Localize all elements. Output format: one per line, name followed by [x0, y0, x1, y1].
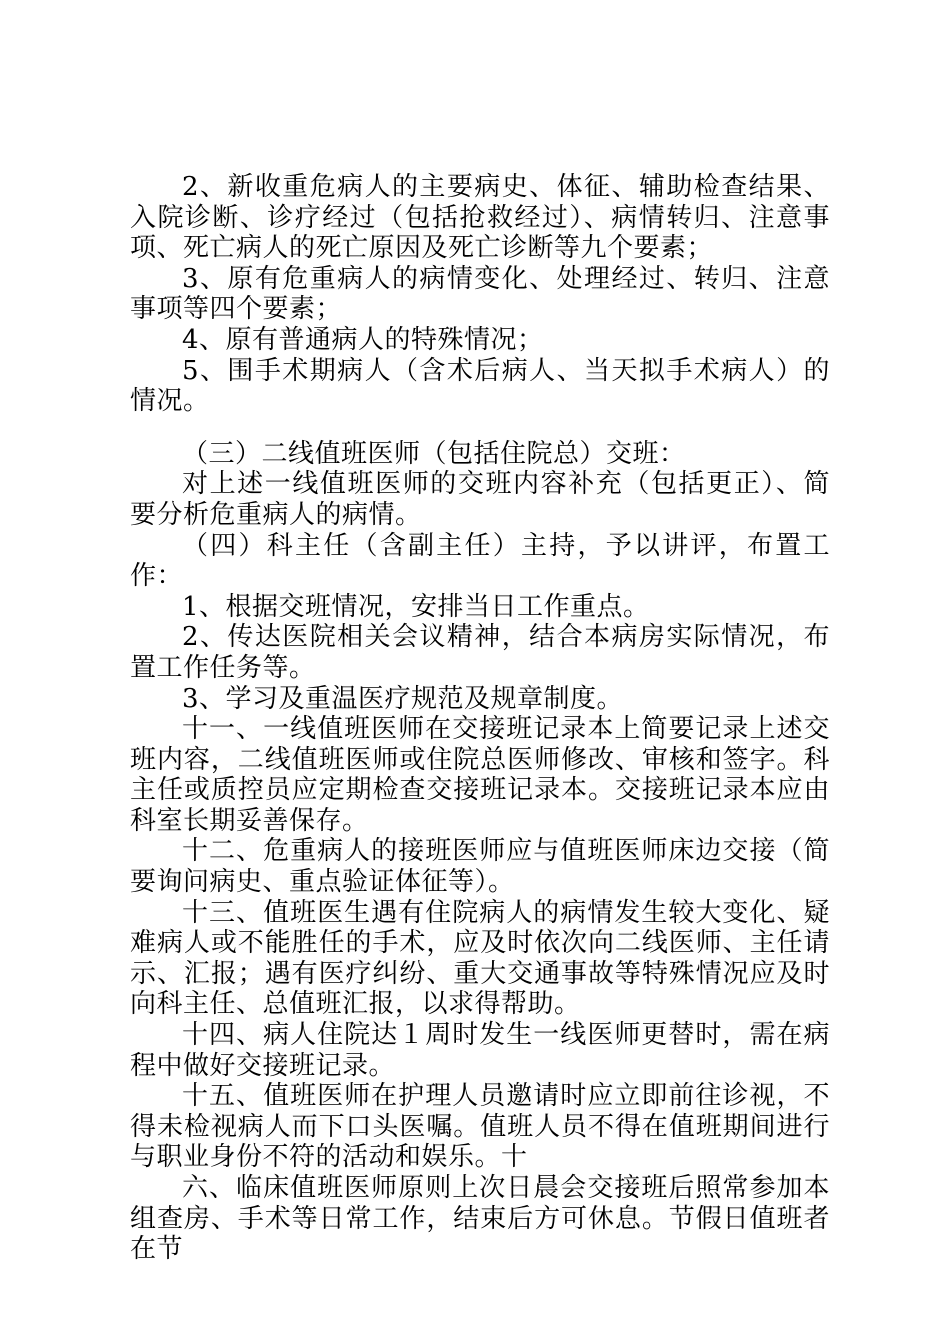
paragraph-item-3: 3、原有危重病人的病情变化、处理经过、转归、注意事项等四个要素；: [130, 263, 830, 325]
paragraph-item-4-1: 1、根据交班情况，安排当日工作重点。: [182, 591, 650, 622]
paragraph-rule-14: 十四、病人住院达１周时发生一线医师更替时，需在病程中做好交接班记录。: [130, 1020, 830, 1081]
document-body: [130, 172, 830, 1265]
section-heading-4: （四）科主任（含副主任）主持，予以讲评，布置工作：: [130, 530, 830, 592]
paragraph-rule-11: 十一、一线值班医师在交接班记录本上简要记录上述交班内容，二线值班医师或住院总医师修改、审核和签字。科主任或质控员应定期检查交接班记录本。交接班记录本应由科室长期妥善保存。: [130, 714, 830, 836]
paragraph-item-5: 5、围手术期病人（含术后病人、当天拟手术病人）的情况。: [130, 355, 830, 417]
section-heading-3: （三）二线值班医师（包括住院总）交班：: [182, 438, 686, 469]
paragraph-section-3-body: 对上述一线值班医师的交班内容补充（包括更正）、简要分析危重病人的病情。: [130, 469, 830, 530]
paragraph-item-4-3: 3、学习及重温医疗规范及规章制度。: [182, 683, 624, 714]
paragraph-rule-16: 六、临床值班医师原则上次日晨会交接班后照常参加本组查房、手术等日常工作，结束后方可休息。节假日值班者在节: [130, 1173, 830, 1265]
paragraph-rule-13: 十三、值班医生遇有住院病人的病情发生较大变化、疑难病人或不能胜任的手术，应及时依次向二线医师、主任请示、汇报；遇有医疗纠纷、重大交通事故等特殊情况应及时向科主任、总值班汇报，以求得帮助。: [130, 897, 830, 1020]
paragraph-rule-12: 十二、危重病人的接班医师应与值班医师床边交接（简要询问病史、重点验证体征等）。: [130, 836, 830, 898]
paragraph-item-4: 4、原有普通病人的特殊情况；: [182, 324, 544, 355]
paragraph-item-4-2: 2、传达医院相关会议精神，结合本病房实际情况，布置工作任务等。: [130, 622, 830, 683]
paragraph-item-2: 2、新收重危病人的主要病史、体征、辅助检查结果、入院诊断、诊疗经过（包括抢救经过）、病情转归、注意事项、死亡病人的死亡原因及死亡诊断等九个要素；: [130, 172, 830, 264]
paragraph-rule-15: 十五、值班医师在护理人员邀请时应立即前往诊视，不得未检视病人而下口头医嘱。值班人员不得在值班期间进行与职业身份不符的活动和娱乐。十: [130, 1081, 830, 1173]
